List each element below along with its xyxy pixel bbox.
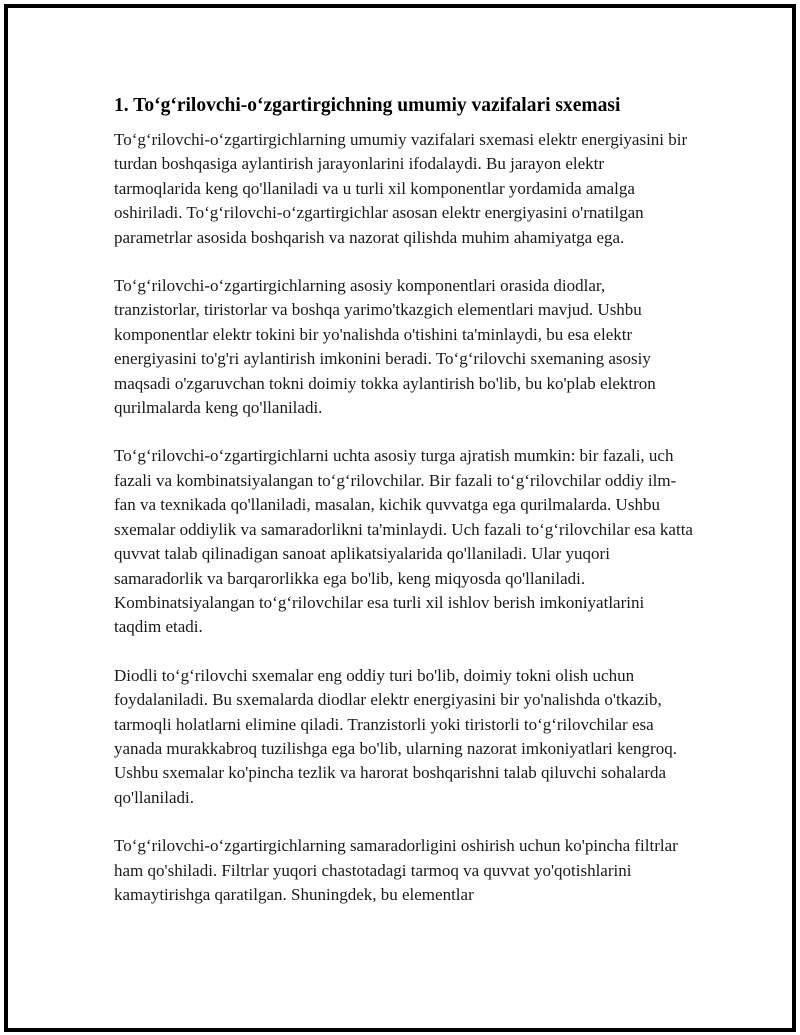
paragraph-2: To‘g‘rilovchi-o‘zgartirgichlarning asosiy komponentlari orasida diodlar, tranzistorlar, tiristorlar va boshqa yarimo'tkazgich elementlari mavjud. Ushbu komponentlar elektr tokini bir yo'nalishda o'tishini ta'minlaydi, bu esa elektr energiyasini to'g'ri aylantirish imkonini beradi. To‘g‘rilovchi sxemaning asosiy maqsadi o'zgaruvchan tokni doimiy tokka aylantirish bo'lib, bu ko'plab elektron qurilmalarda keng qo'llaniladi. <box>114 276 656 418</box>
paragraph-4: Diodli to‘g‘rilovchi sxemalar eng oddiy turi bo'lib, doimiy tokni olish uchun foydalaniladi. Bu sxemalarda diodlar elektr energiyasini bir yo'nalishda o'tkazib, tarmoqli holatlarni elimine qiladi. Tranzistorli yoki tiristorli to‘g‘rilovchilar esa yanada murakkabroq tuzilishga ega bo'lib, ularning nazorat imkoniyatlari kengroq. Ushbu sxemalar ko'pincha tezlik va harorat boshqarishni talab qiluvchi sohalarda qo'llaniladi. <box>114 665 677 807</box>
section-title: 1. To‘g‘rilovchi-o‘zgartirgichning umumiy vazifalari sxemasi <box>114 95 621 116</box>
paragraph-5: To‘g‘rilovchi-o‘zgartirgichlarning samaradorligini oshirish uchun ko'pincha filtrlar ham qo'shiladi. Filtrlar yuqori chastotadagi tarmoq va quvvat yo'qotishlarini kamaytirishga qaratilgan. Shuningdek, bu elementlar <box>114 836 678 904</box>
document-body <box>114 92 694 931</box>
paragraph-1: To‘g‘rilovchi-o‘zgartirgichlarning umumiy vazifalari sxemasi elektr energiyasini bir turdan boshqasiga aylantirish jarayonlarini ifodalaydi. Bu jarayon elektr tarmoqlarida keng qo'llaniladi va u turli xil komponentlar yordamida amalga oshiriladi. To‘g‘rilovchi-o‘zgartirgichlar asosan elektr energiyasini o'rnatilgan parametrlar asosida boshqarish va nazorat qilishda muhim ahamiyatga ega. <box>114 130 688 247</box>
paragraph-3: To‘g‘rilovchi-o‘zgartirgichlarni uchta asosiy turga ajratish mumkin: bir fazali, uch fazali va kombinatsiyalangan to‘g‘rilovchilar. Bir fazali to‘g‘rilovchilar oddiy ilm-fan va texnikada qo'llaniladi, masalan, kichik quvvatga ega qurilmalarda. Ushbu sxemalar oddiylik va samaradorlikni ta'minlaydi. Uch fazali to‘g‘rilovchilar esa katta quvvat talab qilinadigan sanoat aplikatsiyalarida qo'llaniladi. Ular yuqori samaradorlik va barqarorlikka ega bo'lib, keng miqyosda qo'llaniladi. Kombinatsiyalangan to‘g‘rilovchilar esa turli xil ishlov berish imkoniyatlarini taqdim etadi. <box>114 446 693 637</box>
